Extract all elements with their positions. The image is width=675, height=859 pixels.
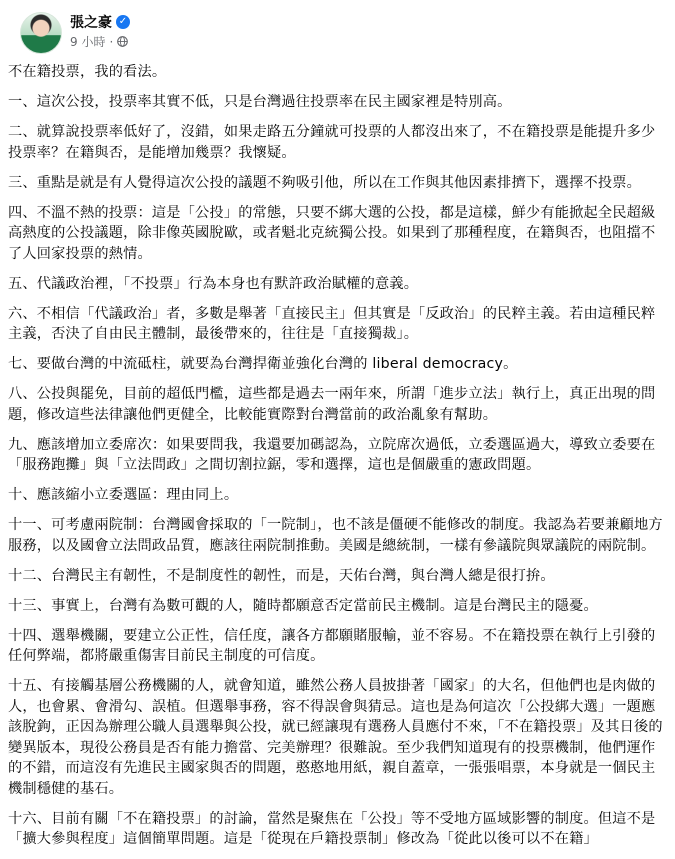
post-paragraph: 一、這次公投，投票率其實不低，只是台灣過往投票率在民主國家裡是特別高。: [8, 94, 512, 110]
post-paragraph: 十、應該縮小立委選區：理由同上。: [8, 487, 239, 503]
post-paragraph: 十三、事實上，台灣有為數可觀的人，隨時都願意否定當前民主機制。這是台灣民主的隱憂。: [8, 597, 598, 614]
author-name[interactable]: 張之豪: [70, 15, 112, 31]
post-paragraph: 十六、目前有關「不在籍投票」的討論，當然是聚焦在「公投」等不受地方區域影響的制度。但這不是「擴大參與程度」這個簡單問題。這是「從現在戶籍投票制」修改為「從此以後可以不在籍」: [8, 810, 656, 847]
post-meta: [70, 33, 128, 50]
post-paragraph: 十一、可考慮兩院制：台灣國會採取的「一院制」，也不該是僵硬不能修改的制度。我認為若要兼顧地方服務，以及國會立法問政品質，應該往兩院制推動。美國是總統制，一樣有參議院與眾議院的兩院制。: [8, 517, 663, 554]
author-name-row: [70, 12, 130, 32]
post-body: [8, 62, 668, 859]
post-header: [10, 0, 675, 60]
author-avatar[interactable]: [20, 12, 62, 54]
post-paragraph: 二、就算說投票率低好了，沒錯，如果走路五分鐘就可投票的人都沒出來了，不在籍投票是能提升多少投票率？在籍與否，是能增加幾票？我懷疑。: [8, 124, 656, 161]
post-paragraph: 不在籍投票，我的看法。: [8, 64, 167, 80]
post-paragraph: 十四、選舉機關，要建立公正性，信任度，讓各方都願賭服輸，並不容易。不在籍投票在執行上引發的任何弊端，都將嚴重傷害目前民主制度的可信度。: [8, 627, 656, 664]
post-paragraph: 三、重點是就是有人覺得這次公投的議題不夠吸引他，所以在工作與其他因素排擠下，選擇不投票。: [8, 174, 642, 191]
post-paragraph: 四、不溫不熱的投票：這是「公投」的常態，只要不綁大選的公投，都是這樣，鮮少有能掀起全民超級高熱度的公投議題，除非像英國脫歐，或者魁北克統獨公投。如果到了那種程度，在籍與否，也阻擋不了人回家投票的熱情。: [8, 204, 656, 262]
post-paragraph: 八、公投與罷免，目前的超低門檻，這些都是過去一兩年來，所謂「進步立法」執行上，真正出現的問題，修改這些法律讓他們更健全，比較能實際對台灣當前的政治亂象有幫助。: [8, 386, 656, 423]
post-paragraph: 十五、有接觸基層公務機關的人，就會知道，雖然公務人員披掛著「國家」的大名，但他們也是肉做的人，也會累、會滑勾、誤植。但選舉事務，容不得誤會與猜忌。這也是為何這次「公投綁大選」一題應該脫鉤，正因為辦理公職人員選舉與公投，就已經讓現有選務人員應付不來，「不在籍投票」及其日後的變異版本，現役公務員是否有能力擔當、完美辦理？很難說。至少我們知道現有的投票機制，他們運作的不錯，而這沒有先進民主國家與否的問題，憨憨地用紙，親自蓋章，一張張唱票，本身就是一個民主機制穩健的基石。: [8, 678, 663, 797]
post-paragraph: 六、不相信「代議政治」者，多數是舉著「直接民主」但其實是「反政治」的民粹主義。若由這種民粹主義，否決了自由民主體制，最後帶來的，往往是「直接獨裁」。: [8, 305, 656, 342]
post-paragraph: 九、應該增加立委席次：如果要問我，我還要加碼認為，立院席次過低，立委選區過大，導致立委要在「服務跑攤」與「立法問政」之間切割拉鋸，零和選擇，這也是個嚴重的憲政問題。: [8, 436, 656, 473]
meta-separator: ·: [109, 34, 114, 49]
verified-badge-icon: ✓: [116, 15, 130, 29]
post-timestamp[interactable]: 9 小時: [70, 35, 106, 49]
globe-icon[interactable]: [117, 36, 128, 47]
post-paragraph: 五、代議政治裡，「不投票」行為本身也有默許政治賦權的意義。: [8, 275, 419, 292]
post-paragraph: 七、要做台灣的中流砥柱，就要為台灣捍衛並強化台灣的 liberal democracy。: [8, 356, 518, 372]
post-paragraph: 十二、台灣民主有韌性，不是制度性的韌性，而是，天佑台灣，與台灣人總是很打拚。: [8, 567, 555, 584]
